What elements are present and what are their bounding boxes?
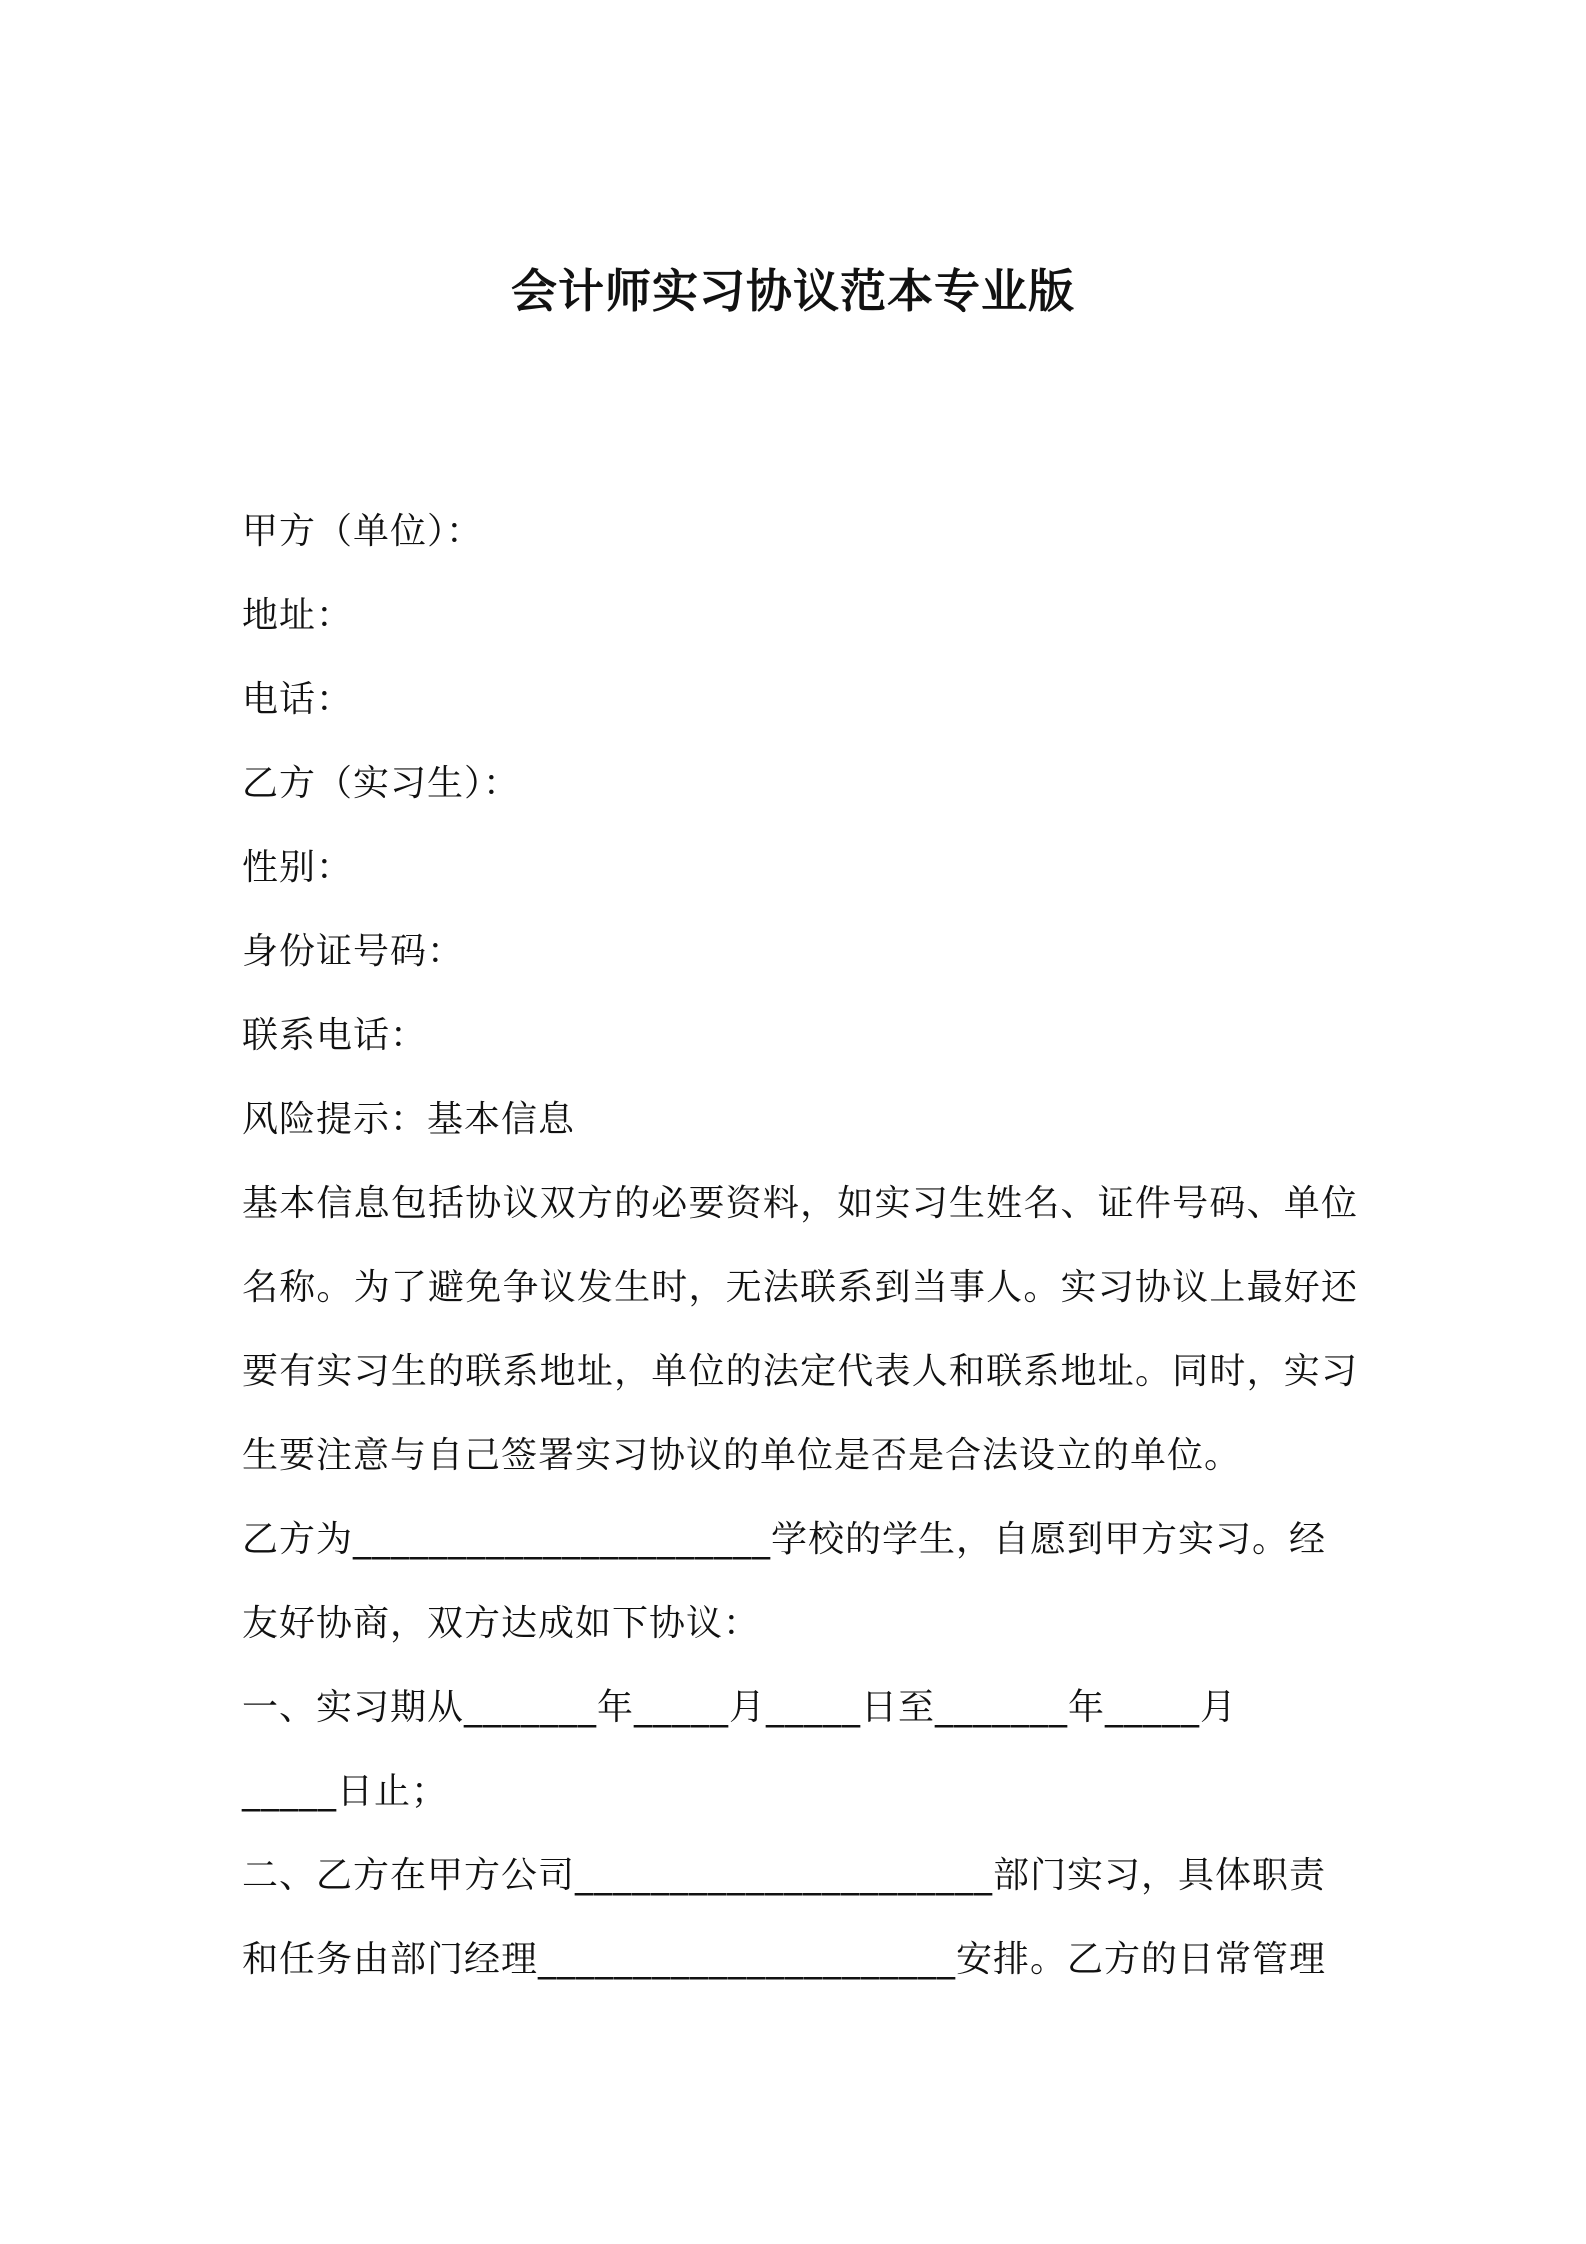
field-address: 地址： [242, 595, 354, 636]
risk-heading: 风险提示：基本信息 [242, 1099, 576, 1140]
document-body [242, 490, 1358, 2002]
field-party-a: 甲方（单位）： [242, 511, 484, 552]
document-title: 会计师实习协议范本专业版 [511, 264, 1075, 318]
clause-1-line-1: 一、实习期从_______年_____月_____日至_______年_____月 [242, 1687, 1238, 1728]
field-id-number: 身份证号码： [242, 931, 465, 972]
risk-paragraph: 基本信息包括协议双方的必要资料，如实习生姓名、证件号码、单位名称。为了避免争议发生时，无法联系到当事人。实习协议上最好还要有实习生的联系地址，单位的法定代表人和联系地址。同时，实习生要注意与自己签署实习协议的单位是否是合法设立的单位。 [242, 1183, 1358, 1476]
clause-2-line-1: 二、乙方在甲方公司______________________部门实习，具体职责 [242, 1855, 1327, 1896]
intro-line-2: 友好协商，双方达成如下协议： [242, 1603, 761, 1644]
clause-2-line-2: 和任务由部门经理______________________安排。乙方的日常管理 [242, 1939, 1327, 1980]
field-phone: 电话： [242, 679, 354, 720]
field-contact-phone: 联系电话： [242, 1015, 428, 1056]
intro-line-1: 乙方为______________________学校的学生，自愿到甲方实习。经 [242, 1519, 1327, 1560]
field-gender: 性别： [242, 847, 354, 888]
clause-1-line-2: _____日止； [242, 1771, 449, 1812]
field-party-b: 乙方（实习生）： [242, 763, 521, 804]
